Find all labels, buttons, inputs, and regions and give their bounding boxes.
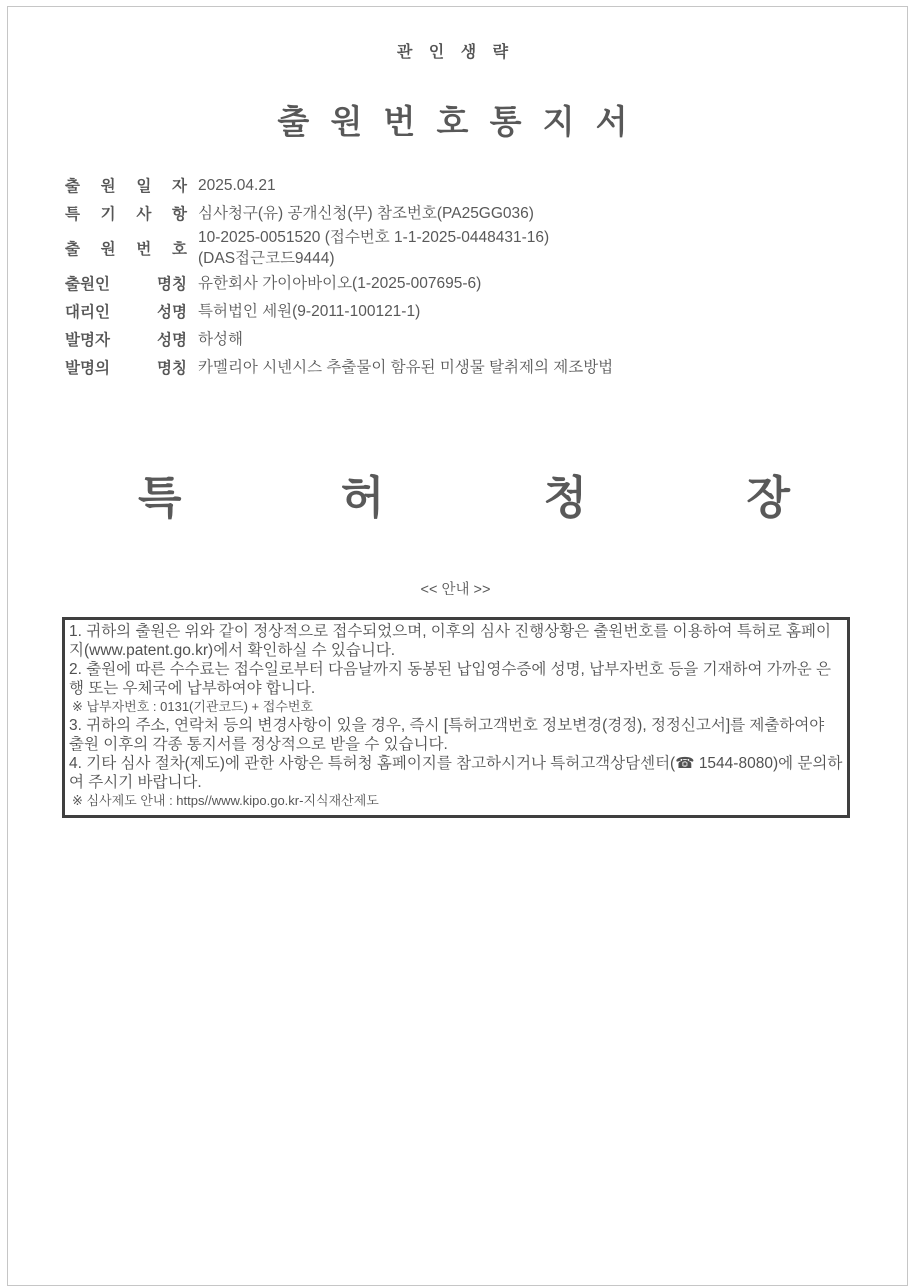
field-value: 특허법인 세원(9-2011-100121-1)	[198, 302, 421, 320]
field-label: 특 기 사 항	[65, 206, 187, 223]
notice-item-1: 1. 귀하의 출원은 위와 같이 정상적으로 접수되었으며, 이후의 심사 진행상황은 출원번호를 이용하여 특허로 홈페이지(www.patent.go.kr)에서 확인하실 수 있습니다.	[69, 623, 831, 659]
issuer-char: 청	[543, 472, 588, 523]
issuer-char: 특	[138, 472, 182, 523]
notice-item-3: 3. 귀하의 주소, 연락처 등의 변경사항이 있을 경우, 즉시 [특허고객번호 정보변경(경정), 정정신고서]를 제출하여야 출원 이후의 각종 통지서를 정상적으로 받을 수 있습니다.	[69, 717, 825, 753]
field-value	[198, 227, 549, 269]
notice-note-payer-number: ※ 납부자번호 : 0131(기관코드) + 접수번호	[72, 699, 313, 714]
issuer-char: 장	[746, 472, 790, 523]
field-row-agent-name	[65, 297, 855, 325]
field-row-application-number	[65, 227, 855, 269]
field-label: 출원인 명칭	[65, 276, 187, 293]
field-label: 발명의 명칭	[65, 360, 187, 377]
field-row-application-date	[65, 171, 855, 199]
notice-heading: << 안내 >>	[420, 582, 491, 598]
notice-item-2: 2. 출원에 따른 수수료는 접수일로부터 다음날까지 동봉된 납입영수증에 성명, 납부자번호 등을 기재하여 가까운 은행 또는 우체국에 납부하여야 합니다.	[69, 661, 831, 697]
issuer-char: 허	[340, 472, 385, 523]
application-fields	[65, 171, 855, 381]
field-label: 출 원 일 자	[65, 178, 187, 195]
field-label: 대리인 성명	[65, 304, 187, 321]
field-row-invention-title	[65, 353, 855, 381]
field-row-applicant-name	[65, 269, 855, 297]
notice-note-exam-system: ※ 심사제도 안내 : https//www.kipo.go.kr-지식재산제도	[72, 793, 379, 808]
application-number-line1: 10-2025-0051520 (접수번호 1-1-2025-0448431-16)	[198, 229, 550, 246]
field-value: 하성해	[198, 330, 243, 348]
field-label: 출 원 번 호	[65, 241, 187, 258]
field-value: 유한회사 가이아바이오(1-2025-007695-6)	[198, 274, 482, 292]
field-label: 발명자 성명	[65, 332, 187, 349]
field-value: 심사청구(유) 공개신청(무) 참조번호(PA25GG036)	[198, 204, 534, 222]
notice-box	[62, 617, 850, 818]
document-title: 출 원 번 호 통 지 서	[277, 103, 634, 140]
field-value: 카멜리아 시넨시스 추출물이 함유된 미생물 탈취제의 제조방법	[198, 358, 614, 376]
field-row-inventor-name	[65, 325, 855, 353]
notice-item-4: 4. 기타 심사 절차(제도)에 관한 사항은 특허청 홈페이지를 참고하시거나 특허고객상담센터(☎ 1544-8080)에 문의하여 주시기 바랍니다.	[69, 755, 843, 791]
application-number-line2: (DAS접근코드9444)	[198, 250, 335, 267]
field-row-special-notes	[65, 199, 855, 227]
seal-omitted-note: 관 인 생 략	[396, 44, 515, 61]
issuer-kipo-commissioner	[138, 461, 790, 526]
field-value: 2025.04.21	[198, 176, 276, 194]
